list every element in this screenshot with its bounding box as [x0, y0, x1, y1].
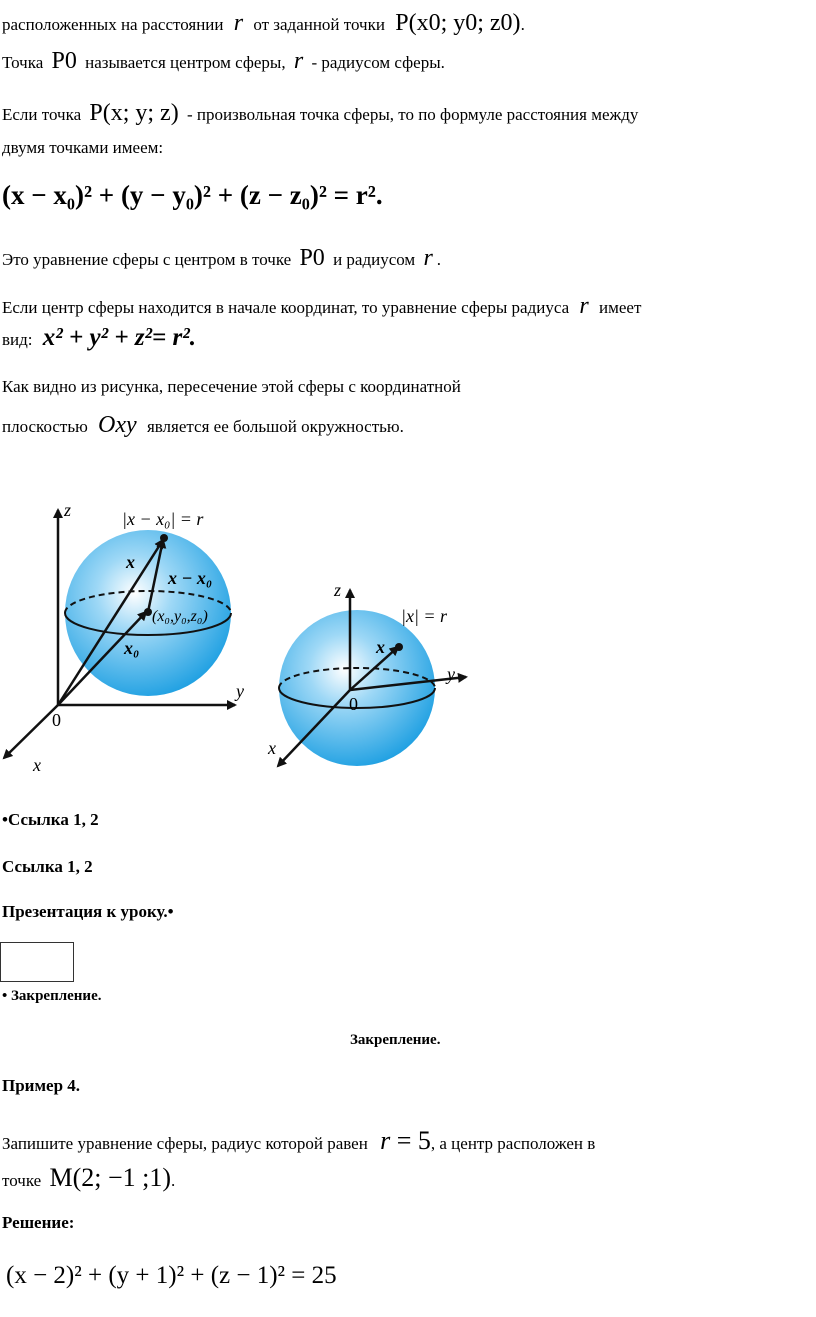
link-line-1: [2, 810, 99, 830]
spheres-figure: [0, 490, 480, 780]
left-center-label: (x₀,y₀,z₀): [152, 608, 208, 625]
task-mid: , а центр расположен в: [430, 1134, 596, 1153]
text-line-5: [2, 293, 641, 320]
left-z-label: z: [64, 500, 72, 520]
link-2[interactable]: [2, 857, 93, 877]
zakr-1: Закрепление.: [11, 988, 102, 1004]
plane-oxy: Oxy: [98, 412, 137, 438]
text-line-2: [2, 48, 445, 75]
text-line-6: Как видно из рисунка, пересечение этой сферы с координатной: [2, 377, 461, 396]
line3-start: Если точка: [2, 105, 82, 124]
right-y-label: y: [447, 664, 455, 684]
var-r: r: [423, 245, 433, 271]
line5-end: имеет: [599, 298, 642, 317]
right-sphere-point: [395, 643, 403, 651]
point-p0: P0: [299, 245, 325, 271]
text-line-6-cont: [2, 412, 404, 439]
left-vec-x-label: x: [126, 552, 135, 572]
line3-end: - произвольная точка сферы, то по формуле расстояния между: [186, 105, 639, 124]
line4-mid: и радиусом: [333, 250, 416, 269]
right-top-label: |x| = r: [401, 606, 448, 626]
task-start: Запишите уравнение сферы, радиус которой равен: [2, 1134, 368, 1153]
origin-sphere-equation: x² + y² + z²= r².: [42, 324, 197, 351]
point-p0-coords: P(x0; y0; z0): [395, 10, 521, 36]
presentation-link[interactable]: Презентация к уроку.: [2, 902, 168, 921]
line3-cont: двумя точками имеем:: [2, 138, 164, 157]
line5-cont: вид:: [2, 330, 33, 349]
line4-start: Это уравнение сферы с центром в точке: [2, 250, 292, 269]
left-vec-x0-label: x₀: [124, 638, 140, 658]
var-r: r: [579, 293, 589, 319]
bullet: •: [2, 988, 8, 1004]
task-line-1: [2, 1126, 595, 1156]
link-2-anchor[interactable]: Ссылка 1, 2: [2, 857, 93, 876]
line5-start: Если центр сферы находится в начале координат, то уравнение сферы радиуса: [2, 298, 570, 317]
presentation-line: [2, 902, 174, 922]
zakr-line-1: [2, 988, 101, 1005]
line1-mid: от заданной точки: [253, 15, 385, 34]
left-top-label: |x − x₀| = r: [122, 509, 204, 529]
task-cont: точке: [2, 1171, 42, 1190]
right-vec-x-label: x: [376, 637, 385, 657]
center-point: [144, 608, 152, 616]
task-end: .: [171, 1171, 176, 1190]
right-sphere-diagram: [267, 580, 466, 766]
link-1[interactable]: Ссылка 1, 2: [7, 810, 99, 829]
zakr-heading: Закрепление.: [350, 1032, 441, 1048]
line2-start: Точка: [2, 53, 44, 72]
embedded-frame-placeholder[interactable]: [0, 942, 74, 982]
right-x-label: x: [268, 738, 276, 758]
task-line-2: [2, 1163, 175, 1193]
bullet: •: [2, 810, 8, 829]
left-x-label: x: [33, 755, 41, 775]
line1-text: расположенных на расстоянии: [2, 15, 224, 34]
text-line-4: [2, 245, 441, 272]
left-sphere-diagram: [4, 500, 244, 775]
point-p: P(x; y; z): [89, 100, 179, 126]
solution-equation: (x − 2)² + (y + 1)² + (z − 1)² = 25: [6, 1262, 337, 1289]
var-r: r: [233, 10, 244, 36]
line6-cont: плоскостью: [2, 417, 88, 436]
sphere-equation: (x − x₀)² + (y − y₀)² + (z − z₀)² = r².: [2, 180, 383, 210]
point-m: M(2; −1 ;1): [49, 1163, 171, 1192]
var-r: r: [293, 48, 304, 74]
left-y-label: y: [236, 681, 244, 701]
line6-end: является ее большой окружностью.: [146, 417, 404, 436]
example-title: Пример 4.: [2, 1076, 81, 1095]
right-z-label: z: [334, 580, 342, 600]
line2-mid: называется центром сферы,: [85, 53, 286, 72]
right-origin-label: 0: [349, 694, 358, 714]
line4-end: .: [436, 250, 442, 269]
point-p0: P0: [51, 48, 77, 74]
solution-title: Решение:: [2, 1213, 75, 1232]
text-line-1: расположенных на расстоянии r от заданной точки P(x0; y0; z0).: [2, 10, 525, 36]
left-x-axis: [4, 705, 58, 758]
radius-value: r = 5: [380, 1126, 431, 1155]
line2-end: - радиусом сферы.: [311, 53, 445, 72]
left-vec-diff-label: x − x₀: [168, 568, 213, 588]
sphere-point: [160, 534, 168, 542]
bullet: •: [167, 902, 174, 921]
text-line-3: [2, 100, 638, 127]
left-origin-label: 0: [52, 710, 61, 730]
text-line-5-cont: [2, 324, 196, 352]
